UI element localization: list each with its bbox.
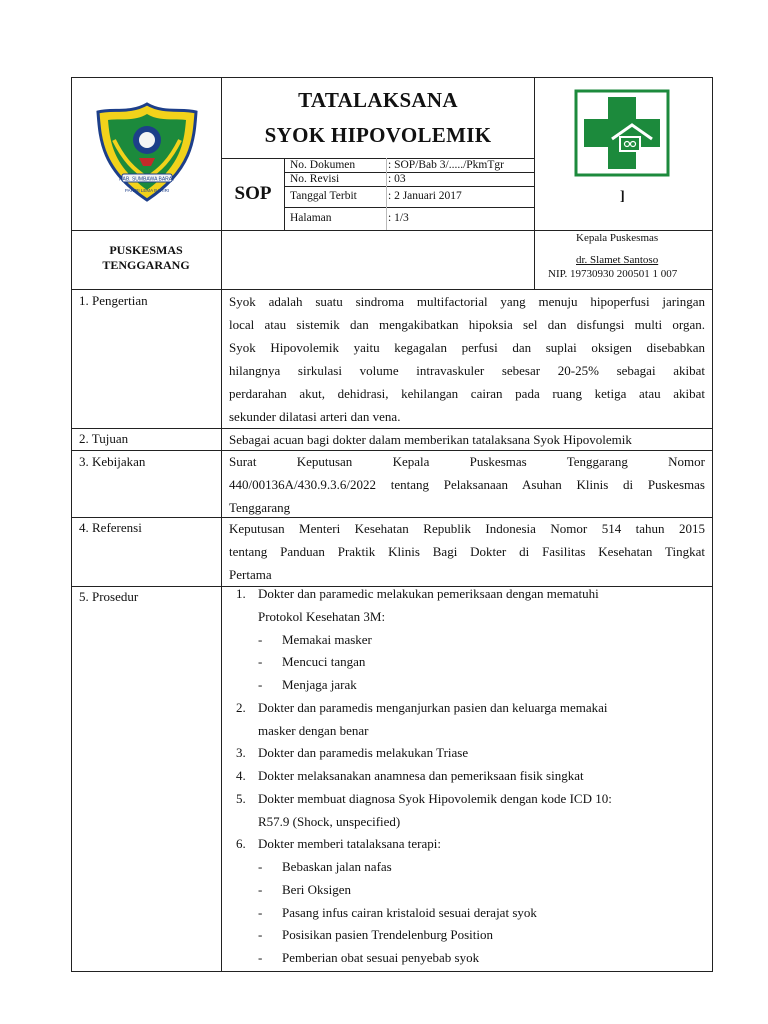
prosedur-label: 5. Prosedur — [79, 589, 139, 604]
prosedur-step-text: Dokter dan paramedis menganjurkan pasien dan keluarga memakai — [258, 699, 608, 715]
logo-banner-text: KAB. SUMBAWA BARAT — [119, 176, 175, 183]
prosedur-bullet-dash: - — [258, 631, 263, 647]
tanggal-terbit-value: : 2 Januari 2017 — [388, 190, 462, 202]
kebijakan-line: 440/00136A/430.9.3.6/2022 tentang Pelaksanaan Asuhan Klinis di Puskesmas — [229, 477, 705, 492]
prosedur-bullet-dash: - — [258, 927, 263, 943]
halaman-label: Halaman — [290, 212, 332, 224]
prosedur-step-text: R57.9 (Shock, unspecified) — [258, 813, 401, 829]
puskesmas-line-1: PUSKESMAS — [109, 243, 183, 257]
tanggal-terbit-label: Tanggal Terbit — [290, 190, 357, 202]
puskesmas-name — [76, 243, 216, 273]
prosedur-step-number: 6. — [236, 836, 246, 852]
prosedur-bullet-dash: - — [258, 677, 263, 692]
tujuan-label: 2. Tujuan — [79, 431, 129, 446]
prosedur-step-number: 4. — [236, 768, 246, 783]
prosedur-subitem: Posisikan pasien Trendelenburg Position — [282, 927, 494, 943]
pengertian-line: local atau sistemik dan mengakibatkan hipoksia sel dan disfungsi multi organ. — [229, 317, 705, 332]
prosedur-bullet-dash: - — [258, 881, 263, 897]
referensi-line: Keputusan Menteri Kesehatan Republik Indonesia Nomor 514 tahun 2015 — [229, 521, 705, 536]
pengertian-text — [229, 290, 705, 428]
kepala-name: dr. Slamet Santoso — [576, 254, 659, 266]
pengertian-line: hilangnya sirkulasi volume intravaskuler sebesar 20-25% sebagai akibat — [229, 363, 705, 378]
puskesmas-logo — [574, 89, 670, 177]
prosedur-subitem: Pasang infus cairan kristaloid sesuai derajat syok — [282, 904, 537, 920]
prosedur-bullet-dash: - — [258, 654, 263, 670]
no-dokumen-label: No. Dokumen — [290, 159, 356, 171]
prosedur-subitem: Bebaskan jalan nafas — [282, 859, 392, 874]
title-line-1: TATALAKSANA — [298, 88, 458, 112]
tujuan-text: Sebagai acuan bagi dokter dalam memberikan tatalaksana Syok Hipovolemik — [229, 432, 632, 447]
prosedur-subitem: Memakai masker — [282, 631, 372, 647]
prosedur-step-text: Dokter dan paramedic melakukan pemeriksaan dengan mematuhi — [258, 586, 599, 601]
prosedur-step-text: Dokter membuat diagnosa Syok Hipovolemik dengan kode ICD 10: — [258, 790, 612, 806]
prosedur-step-text: masker dengan benar — [258, 722, 369, 738]
kepala-nip: NIP. 19730930 200501 1 007 — [548, 268, 678, 280]
no-revisi-value: : 03 — [388, 173, 406, 185]
prosedur-subitem: Pemberian obat sesuai penyebab syok — [282, 950, 480, 965]
pengertian-line: sekunder dilatasi arteri dan vena. — [229, 409, 401, 424]
logo-bottom-text: PARIRI LEMA BARIRI — [124, 188, 170, 193]
kepala-title: Kepala Puskesmas — [576, 232, 659, 244]
title-line-2: SYOK HIPOVOLEMIK — [264, 123, 492, 147]
pengertian-label: 1. Pengertian — [79, 293, 148, 308]
sop-label: SOP — [234, 183, 272, 204]
kebijakan-text — [229, 450, 705, 519]
kebijakan-label: 3. Kebijakan — [79, 454, 146, 469]
regency-emblem-logo — [94, 100, 200, 204]
prosedur-bullet-dash: - — [258, 950, 263, 965]
kebijakan-line: Surat Keputusan Kepala Puskesmas Tenggarang Nomor — [229, 454, 705, 469]
no-dokumen-value: : SOP/Bab 3/...../PkmTgr — [388, 159, 504, 171]
referensi-line: tentang Panduan Praktik Klinis Bagi Dokter di Fasilitas Kesehatan Tingkat — [229, 544, 705, 559]
prosedur-subitem: Beri Oksigen — [282, 881, 351, 897]
prosedur-step-text: Dokter dan paramedis melakukan Triase — [258, 745, 469, 761]
pengertian-line: perdarahan akut, dehidrasi, kehilangan cairan pada ruang ketiga atau akibat — [229, 386, 705, 401]
kebijakan-line: Tenggarang — [229, 500, 291, 515]
prosedur-step-text: Dokter memberi tatalaksana terapi: — [258, 836, 442, 852]
prosedur-step-text: Dokter melaksanakan anamnesa dan pemeriksaan fisik singkat — [258, 768, 584, 783]
prosedur-step-number: 3. — [236, 745, 246, 761]
prosedur-step-number: 1. — [236, 586, 246, 601]
prosedur-subitem: Mencuci tangan — [282, 654, 366, 670]
pengertian-line: Syok Hipovolemik yaitu kegagalan perfusi dan suplai oksigen disebabkan — [229, 340, 705, 355]
prosedur-subitem: Menjaga jarak — [282, 677, 357, 692]
referensi-label: 4. Referensi — [79, 520, 142, 535]
referensi-line: Pertama — [229, 567, 272, 582]
prosedur-bullet-dash: - — [258, 859, 263, 874]
prosedur-step-text: Protokol Kesehatan 3M: — [258, 608, 386, 624]
puskesmas-line-2: TENGGARANG — [102, 258, 190, 272]
prosedur-bullet-dash: - — [258, 904, 263, 920]
right-logo-mark: ] — [620, 189, 625, 204]
referensi-text — [229, 517, 705, 586]
prosedur-step-number: 5. — [236, 790, 246, 806]
halaman-value: : 1/3 — [388, 212, 409, 224]
pengertian-line: Syok adalah suatu sindroma multifactorial yang menuju hipoperfusi jaringan — [229, 294, 705, 309]
no-revisi-label: No. Revisi — [290, 173, 340, 185]
prosedur-step-number: 2. — [236, 699, 246, 715]
